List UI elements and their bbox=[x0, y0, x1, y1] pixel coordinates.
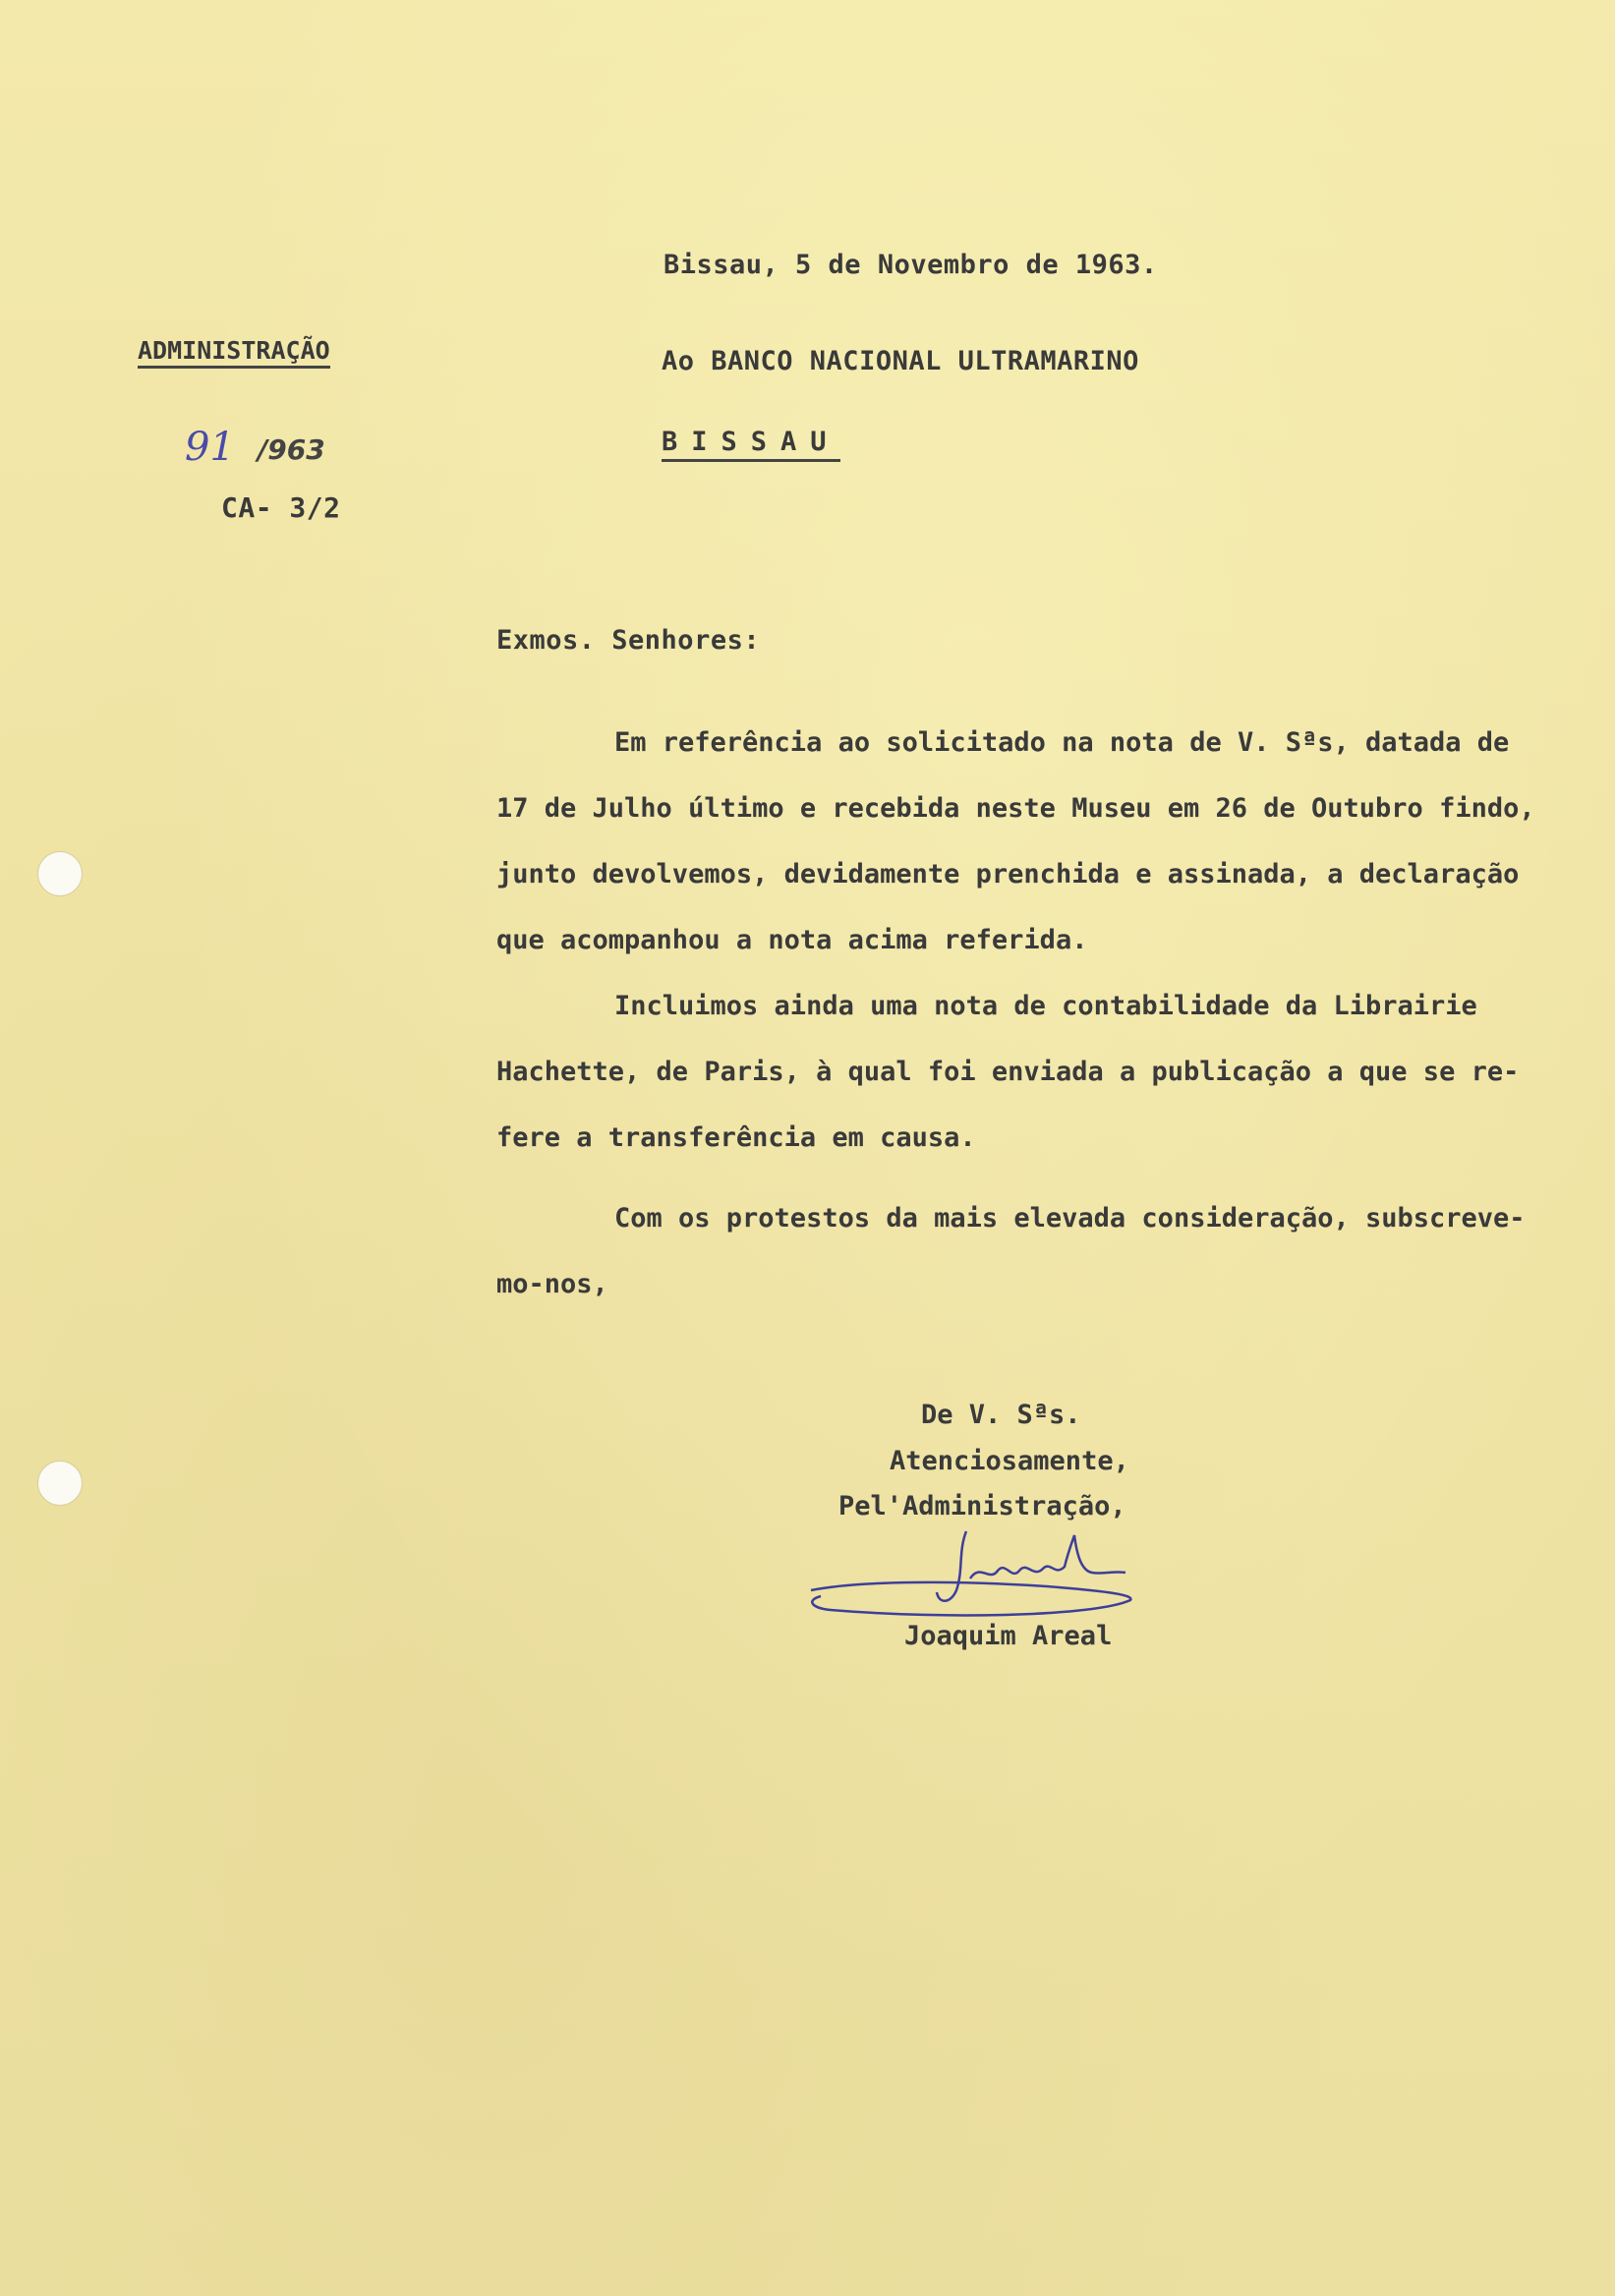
body-line: 17 de Julho último e recebida neste Museu em 26 de Outubro findo, bbox=[496, 793, 1535, 824]
body-line: Hachette, de Paris, à qual foi enviada a publicação a que se re- bbox=[496, 1057, 1520, 1087]
handwritten-signature bbox=[801, 1521, 1155, 1620]
closing-line: Pel'Administração, bbox=[838, 1491, 1126, 1521]
body-line: Com os protestos da mais elevada consideração, subscreve- bbox=[614, 1203, 1526, 1234]
body-line: fere a transferência em causa. bbox=[496, 1122, 976, 1153]
reference-code: CA- 3/2 bbox=[221, 491, 341, 524]
letter-date: Bissau, 5 de Novembro de 1963. bbox=[663, 250, 1158, 280]
body-line: Em referência ao solicitado na nota de V. Sªs, datada de bbox=[614, 727, 1510, 758]
closing-line: De V. Sªs. bbox=[921, 1400, 1081, 1430]
salutation: Exmos. Senhores: bbox=[496, 625, 761, 656]
body-line: que acompanhou a nota acima referida. bbox=[496, 925, 1088, 955]
body-line: junto devolvemos, devidamente prenchida e assinada, a declaração bbox=[496, 859, 1520, 890]
recipient-line: Ao BANCO NACIONAL ULTRAMARINO bbox=[662, 346, 1139, 376]
signatory-name: Joaquim Areal bbox=[904, 1621, 1113, 1651]
body-line: mo-nos, bbox=[496, 1269, 608, 1299]
punch-hole-bottom bbox=[37, 1461, 83, 1506]
body-line: Incluimos ainda uma nota de contabilidade da Librairie bbox=[614, 991, 1477, 1021]
department-label: ADMINISTRAÇÃO bbox=[138, 336, 330, 369]
punch-hole-top bbox=[37, 851, 83, 896]
recipient-city: BISSAU bbox=[662, 427, 840, 462]
reference-year: /963 bbox=[258, 433, 325, 466]
closing-line: Atenciosamente, bbox=[890, 1446, 1129, 1476]
handwritten-reference-number: 91 bbox=[185, 425, 235, 470]
